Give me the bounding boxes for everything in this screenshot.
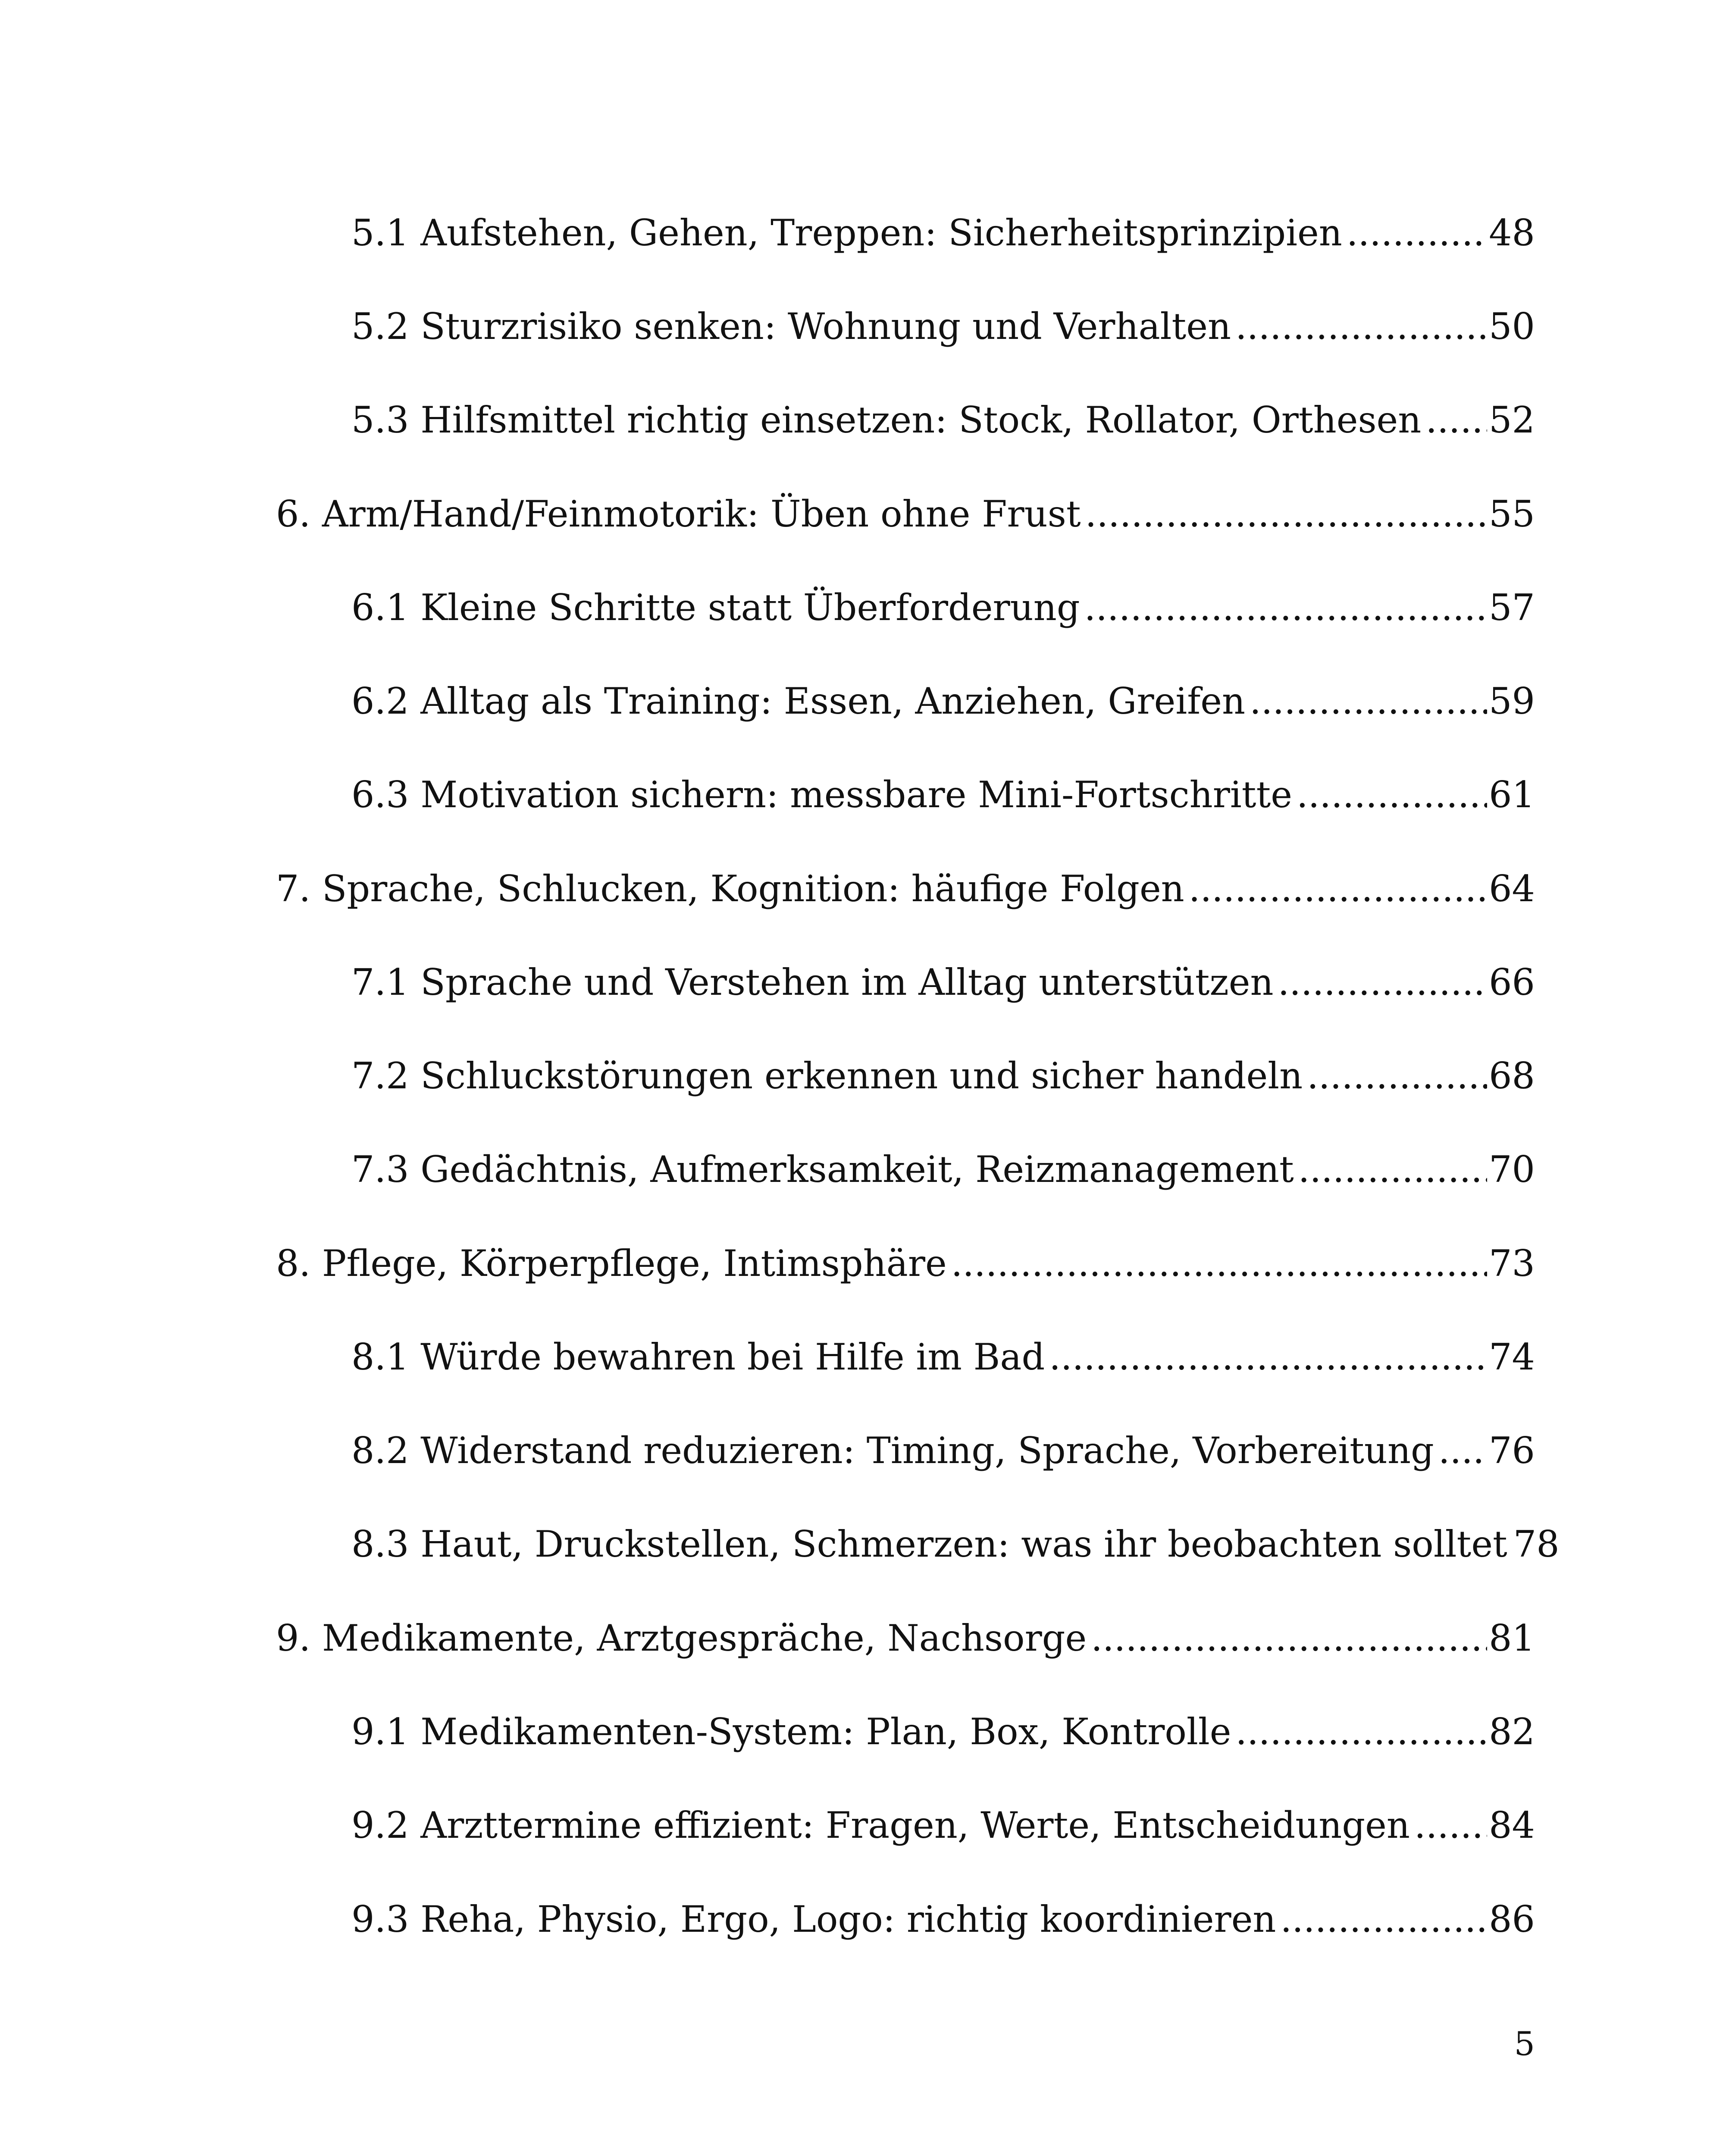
toc-entry[interactable]: [351, 394, 1535, 446]
toc-entry-title: 5.3 Hilfsmittel richtig einsetzen: Stock, Rollator, Orthesen: [351, 399, 1422, 441]
toc-leader-dots: [1085, 488, 1487, 540]
toc-entry-page: 59: [1489, 680, 1535, 722]
toc-entry[interactable]: [276, 488, 1535, 540]
toc-leader-dots: [1298, 1144, 1487, 1195]
toc-entry[interactable]: [276, 1238, 1535, 1289]
toc-leader-dots: [1091, 1612, 1487, 1664]
toc-leader-dots: [1281, 1893, 1488, 1945]
toc-entry-title: 7. Sprache, Schlucken, Kognition: häufige Folgen: [276, 868, 1184, 910]
toc-leader-dots: [1235, 1706, 1487, 1758]
toc-leader-dots: [1297, 769, 1487, 821]
toc-entry-page: 55: [1489, 493, 1535, 535]
toc-entry-page: 66: [1489, 961, 1535, 1003]
toc-entry-title: 7.3 Gedächtnis, Aufmerksamkeit, Reizmanagement: [351, 1148, 1294, 1191]
toc-leader-dots: [1438, 1425, 1487, 1476]
toc-entry-page: 48: [1489, 212, 1535, 254]
toc-entry[interactable]: [351, 207, 1535, 259]
toc-entry-page: 57: [1489, 586, 1535, 629]
toc-entry-page: 76: [1489, 1429, 1535, 1472]
toc-entry[interactable]: [351, 769, 1535, 821]
toc-entry[interactable]: [351, 956, 1535, 1008]
toc-leader-dots: [1414, 1799, 1487, 1851]
toc-entry-page: 52: [1489, 399, 1535, 441]
toc-leader-dots: [1425, 394, 1487, 446]
toc-entry-title: 5.2 Sturzrisiko senken: Wohnung und Verhalten: [351, 305, 1231, 348]
toc-entry-page: 78: [1513, 1523, 1560, 1565]
toc-entry[interactable]: [351, 1518, 1560, 1570]
toc-entry-page: 70: [1489, 1148, 1535, 1191]
toc-entry-page: 81: [1489, 1617, 1535, 1659]
toc-leader-dots: [1235, 301, 1487, 352]
toc-leader-dots: [951, 1238, 1487, 1289]
toc-leader-dots: [1189, 863, 1487, 915]
toc-entry-title: 8.3 Haut, Druckstellen, Schmerzen: was ihr beobachten solltet: [351, 1523, 1507, 1565]
toc-entry[interactable]: [351, 675, 1535, 727]
toc-entry[interactable]: [276, 863, 1535, 915]
toc-entry-title: 9.3 Reha, Physio, Ergo, Logo: richtig koordinieren: [351, 1898, 1276, 1940]
toc-entry-page: 68: [1489, 1055, 1535, 1097]
toc-entry[interactable]: [351, 1799, 1535, 1851]
toc-entry-title: 6.3 Motivation sichern: messbare Mini-Fortschritte: [351, 774, 1292, 816]
page-number: 5: [1514, 2024, 1535, 2063]
toc-entry[interactable]: [351, 582, 1535, 633]
toc-entry-page: 73: [1489, 1242, 1535, 1285]
toc-entry-title: 6. Arm/Hand/Feinmotorik: Üben ohne Frust: [276, 493, 1081, 535]
toc-entry[interactable]: [351, 301, 1535, 352]
toc-entry-title: 5.1 Aufstehen, Gehen, Treppen: Sicherheitsprinzipien: [351, 212, 1342, 254]
toc-entry[interactable]: [351, 1706, 1535, 1758]
toc-entry-title: 7.1 Sprache und Verstehen im Alltag unterstützen: [351, 961, 1274, 1003]
toc-leader-dots: [1084, 582, 1487, 633]
toc-entry-page: 64: [1489, 868, 1535, 910]
toc-entry-title: 7.2 Schluckstörungen erkennen und sicher handeln: [351, 1055, 1303, 1097]
toc-entry-title: 9.2 Arzttermine effizient: Fragen, Werte, Entscheidungen: [351, 1804, 1410, 1846]
toc-entry-title: 6.1 Kleine Schritte statt Überforderung: [351, 586, 1080, 629]
toc-entry[interactable]: [351, 1425, 1535, 1476]
toc-entry-page: 61: [1489, 774, 1535, 816]
toc-entry[interactable]: [351, 1144, 1535, 1195]
toc-entry-page: 84: [1489, 1804, 1535, 1846]
toc-entry-title: 8.2 Widerstand reduzieren: Timing, Sprache, Vorbereitung: [351, 1429, 1434, 1472]
toc-leader-dots: [1307, 1050, 1487, 1102]
toc-leader-dots: [1049, 1331, 1487, 1383]
toc-entry[interactable]: [276, 1612, 1535, 1664]
toc-entry[interactable]: [351, 1331, 1535, 1383]
toc-entry-title: 9. Medikamente, Arztgespräche, Nachsorge: [276, 1617, 1087, 1659]
toc-leader-dots: [1250, 675, 1487, 727]
toc-entry-page: 82: [1489, 1711, 1535, 1753]
toc-entry-page: 74: [1489, 1336, 1535, 1378]
toc-entry-title: 6.2 Alltag als Training: Essen, Anziehen, Greifen: [351, 680, 1246, 722]
toc-entry-title: 8. Pflege, Körperpflege, Intimsphäre: [276, 1242, 947, 1285]
toc-leader-dots: [1278, 956, 1488, 1008]
toc-entry[interactable]: [351, 1050, 1535, 1102]
toc-entry-title: 8.1 Würde bewahren bei Hilfe im Bad: [351, 1336, 1045, 1378]
toc-entry-page: 86: [1489, 1898, 1535, 1940]
toc-entry[interactable]: [351, 1893, 1535, 1945]
toc-leader-dots: [1347, 207, 1487, 259]
toc-entry-title: 9.1 Medikamenten-System: Plan, Box, Kontrolle: [351, 1711, 1231, 1753]
toc-entry-page: 50: [1489, 305, 1535, 348]
